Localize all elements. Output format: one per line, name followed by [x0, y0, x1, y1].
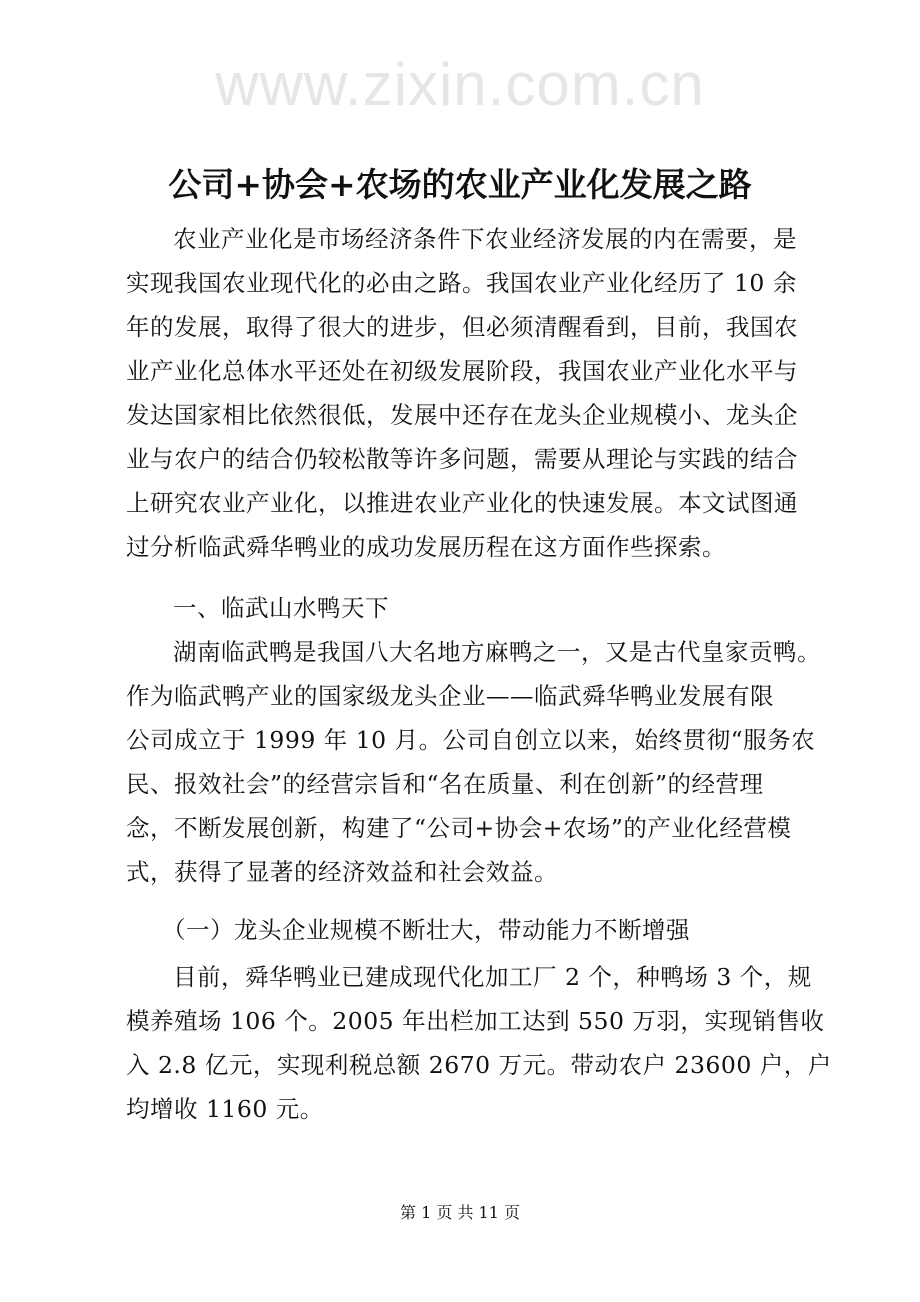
text-line: 年的发展，取得了很大的进步，但必须清醒看到，目前，我国农	[126, 313, 798, 341]
paragraph-intro	[126, 217, 816, 569]
text-line: 农业产业化是市场经济条件下农业经济发展的内在需要，是	[173, 225, 797, 253]
text-line: 作为临武鸭产业的国家级龙头企业——临武舜华鸭业发展有限	[126, 682, 774, 710]
watermark: www.zixin.com.cn	[215, 51, 705, 118]
text-line: 入 2.8 亿元，实现利税总额 2670 万元。带动农户 23600 户，户	[126, 1051, 832, 1079]
text-line: 念，不断发展创新，构建了“公司+协会+农场”的产业化经营模	[126, 814, 792, 842]
text-line: 湖南临武鸭是我国八大名地方麻鸭之一，又是古代皇家贡鸭。	[173, 638, 821, 666]
text-line: 上研究农业产业化，以推进农业产业化的快速发展。本文试图通	[126, 489, 798, 517]
document-title: 公司+协会+农场的农业产业化发展之路	[168, 165, 752, 204]
text-line: 式，获得了显著的经济效益和社会效益。	[126, 858, 558, 886]
text-line: 均增收 1160 元。	[126, 1095, 324, 1123]
text-line: 模养殖场 106 个。2005 年出栏加工达到 550 万羽，实现销售收	[126, 1007, 825, 1035]
page-footer: 第 1 页 共 11 页	[400, 1203, 520, 1222]
heading-line: （一）龙头企业规模不断壮大，带动能力不断增强	[162, 916, 690, 944]
text-line: 目前，舜华鸭业已建成现代化加工厂 2 个，种鸭场 3 个，规	[173, 963, 812, 991]
text-line: 过分析临武舜华鸭业的成功发展历程在这方面作些探索。	[126, 533, 726, 561]
text-line: 发达国家相比依然很低，发展中还存在龙头企业规模小、龙头企	[126, 401, 798, 429]
section-heading-1-1	[126, 908, 816, 952]
text-line: 业与农户的结合仍较松散等许多问题，需要从理论与实践的结合	[126, 445, 798, 473]
text-line: 民、报效社会”的经营宗旨和“名在质量、利在创新”的经营理	[126, 770, 764, 798]
paragraph-company	[126, 630, 821, 894]
heading-line: 一、临武山水鸭天下	[173, 594, 389, 622]
text-line: 业产业化总体水平还处在初级发展阶段，我国农业产业化水平与	[126, 357, 798, 385]
section-heading-1	[126, 586, 816, 630]
text-line: 公司成立于 1999 年 10 月。公司自创立以来，始终贯彻“服务农	[126, 726, 816, 754]
paragraph-scale	[126, 955, 832, 1131]
text-line: 实现我国农业现代化的必由之路。我国农业产业化经历了 10 余	[126, 269, 797, 297]
